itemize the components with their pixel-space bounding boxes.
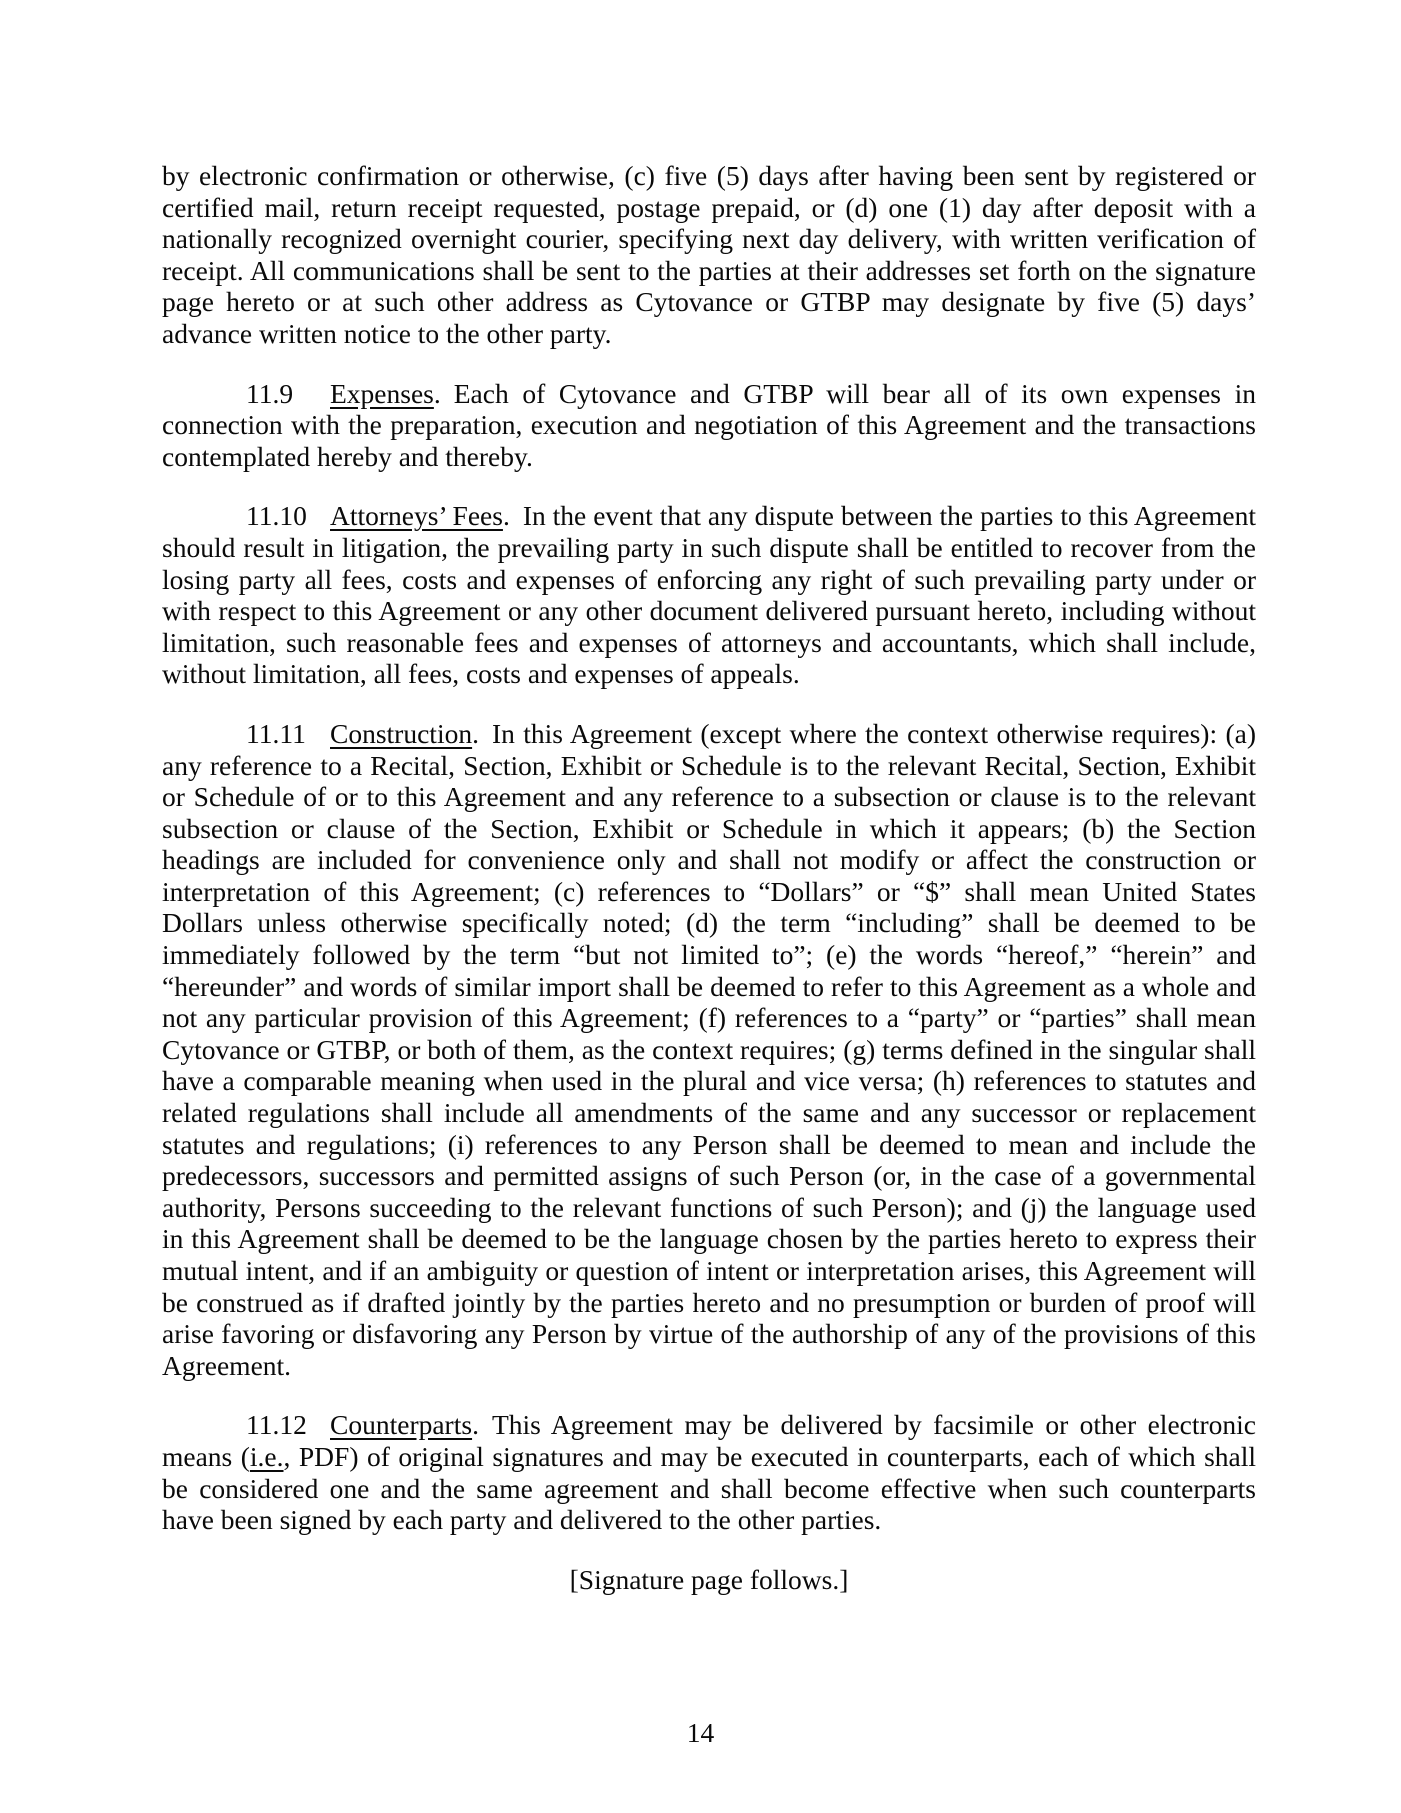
section-11-12 [162,1409,1256,1535]
page-content [162,160,1256,1595]
section-11-11-number: 11.11 [246,717,306,749]
section-11-10-heading-period: . [502,500,510,532]
section-11-9-body: Each of Cytovance and GTBP will bear all of its own expenses in connection with the preparation, execution and negotiation of this Agreement and the transactions contemplated hereby and thereby. [162,377,1256,472]
section-11-10-heading: Attorneys’ Fees [330,500,503,532]
paragraph-notices-continuation: by electronic confirmation or otherwise, (c) five (5) days after having been sent by registered or certified mail, return receipt requested, postage prepaid, or (d) one (1) day after deposit with a nationally recognized overnight courier, specifying next day delivery, with written verification of receipt. All communications shall be sent to the parties at their addresses set forth on the signature page hereto or at such other address as Cytovance or GTBP may designate by five (5) days’ advance written notice to the other party. [162,160,1256,349]
section-11-11-heading: Construction [330,717,473,749]
section-11-9-number: 11.9 [246,377,294,409]
section-11-12-body-after: , PDF) of original signatures and may be executed in counterparts, each of which shall be considered one and the same agreement and shall become effective when such counterparts have been signed by each party and delivered to the other parties. [162,1440,1257,1536]
section-11-9-heading-period: . [433,377,441,409]
section-11-12-body-before: This Agreement may be delivered by facsimile or other electronic means ( [162,1409,1256,1472]
section-11-9-heading: Expenses [330,377,434,409]
section-11-12-heading-period: . [472,1409,479,1441]
section-11-12-heading: Counterparts [330,1409,473,1441]
section-11-12-ie-term: i.e. [249,1440,284,1472]
section-11-12-number: 11.12 [246,1409,307,1441]
signature-page-note: [Signature page follows.] [569,1563,849,1595]
section-11-11-body: In this Agreement (except where the context otherwise requires): (a) any reference to a Recital, Section, Exhibit or Schedule is to the relevant Recital, Section, Exhibit or Schedule of or to this Agreement and any reference to a subsection or clause is to the relevant subsection or clause of the Section, Exhibit or Schedule in which it appears; (b) the Section headings are included for convenience only and shall not modify or affect the construction or interpretation of this Agreement; (c) references to “Dollars” or “$” shall mean United States Dollars unless otherwise specifically noted; (d) the term “including” shall be deemed to be immediately followed by the term “but not limited to”; (e) the words “hereof,” “herein” and “hereunder” and words of similar import shall be deemed to refer to this Agreement as a whole and not any particular provision of this Agreement; (f) references to a “party” or “parties” shall mean Cytovance or GTBP, or both of them, as the context requires; (g) terms defined in the singular shall have a comparable meaning when used in the plural and vice versa; (h) references to statutes and related regulations shall include all amendments of the same and any successor or replacement statutes and regulations; (i) references to any Person shall be deemed to mean and include the predecessors, successors and permitted assigns of such Person (or, in the case of a governmental authority, Persons succeeding to the relevant functions of such Person); and (j) the language used in this Agreement shall be deemed to be the language chosen by the parties hereto to express their mutual intent, and if an ambiguity or question of intent or interpretation arises, this Agreement will be construed as if drafted jointly by the parties hereto and no presumption or burden of proof will arise favoring or disfavoring any Person by virtue of the authorship of any of the provisions of this Agreement. [162,717,1256,1381]
section-11-9 [162,378,1256,473]
section-11-10 [162,500,1256,690]
page-number: 14 [686,1717,715,1748]
section-11-10-body: In the event that any dispute between the parties to this Agreement should result in litigation, the prevailing party in such dispute shall be entitled to recover from the losing party all fees, costs and expenses of enforcing any right of such prevailing party under or with respect to this Agreement or any other document delivered pursuant hereto, including without limitation, such reasonable fees and expenses of attorneys and accountants, which shall include, without limitation, all fees, costs and expenses of appeals. [162,500,1256,690]
section-11-11 [162,718,1256,1381]
section-11-10-number: 11.10 [246,500,307,532]
section-11-11-heading-period: . [472,717,479,749]
